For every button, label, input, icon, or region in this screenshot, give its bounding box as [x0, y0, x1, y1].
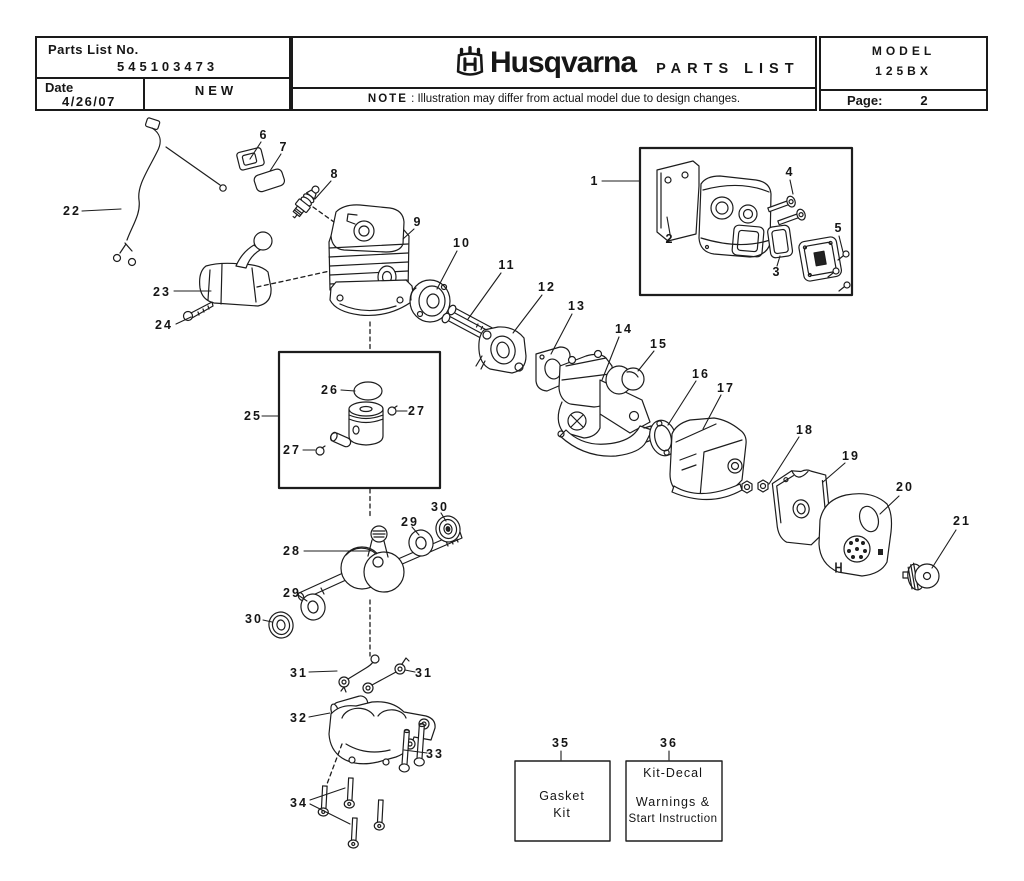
part-spark-plug [288, 183, 323, 222]
part-nuts [742, 480, 768, 493]
part-piston [349, 402, 383, 445]
part-air-filter-cover [819, 494, 892, 576]
callout-15: 15 [650, 337, 668, 351]
callout-30-b: 30 [245, 612, 263, 626]
callout-33: 33 [426, 747, 444, 761]
revision-value: NEW [194, 83, 238, 98]
callout-11: 11 [498, 258, 516, 272]
part-bearing-lower [267, 610, 296, 640]
date-label: Date [45, 80, 74, 95]
callout-30-a: 30 [431, 500, 449, 514]
callout-22: 22 [63, 204, 81, 218]
callout-29-a: 29 [401, 515, 419, 529]
part-airbox [670, 418, 746, 500]
brand-name: Husqvarna [490, 45, 637, 79]
callout-21: 21 [953, 514, 971, 528]
part-intake-manifold [476, 327, 526, 373]
callout-20: 20 [896, 480, 914, 494]
callout-32: 32 [290, 711, 308, 725]
callout-36: 36 [660, 736, 678, 750]
callout-4: 4 [785, 165, 795, 179]
gasket-kit-line1: Gasket [539, 789, 585, 803]
part-muffler-plate [798, 236, 850, 291]
callout-12: 12 [538, 280, 556, 294]
part-throttle-rod-right [363, 658, 409, 693]
callout-13: 13 [568, 299, 586, 313]
part-carburetor [558, 351, 655, 457]
part-muffler [699, 176, 771, 257]
callout-28: 28 [283, 544, 301, 558]
part-ignition-coil [200, 232, 272, 306]
decal-kit-line2: Start Instruction [628, 813, 718, 825]
callout-17: 17 [717, 381, 735, 395]
note-text: : Illustration may differ from actual model due to design changes. [411, 93, 741, 105]
part-switch-pad [253, 168, 286, 193]
callout-1: 1 [590, 174, 600, 188]
callout-23: 23 [153, 285, 171, 299]
model-value: 125BX [875, 64, 932, 78]
callout-31-b: 31 [415, 666, 433, 680]
callout-35: 35 [552, 736, 570, 750]
callout-29-b: 29 [283, 586, 301, 600]
callout-27-a: 27 [408, 404, 426, 418]
callout-3: 3 [772, 265, 782, 279]
callout-16: 16 [692, 367, 710, 381]
decal-kit-line1: Warnings & [635, 795, 711, 809]
part-muffler-shield [657, 161, 699, 241]
page-label: Page: [847, 93, 883, 108]
callout-19: 19 [842, 449, 860, 463]
callout-5: 5 [834, 221, 844, 235]
parts-list-no-label: Parts List No. [48, 42, 139, 57]
callout-31-a: 31 [290, 666, 308, 680]
callout-26: 26 [321, 383, 339, 397]
decal-kit-title: Kit-Decal [643, 766, 703, 780]
callout-2: 2 [665, 232, 675, 246]
callout-labels [63, 128, 971, 810]
callout-10: 10 [453, 236, 471, 250]
gasket-kit-line2: Kit [553, 806, 571, 820]
callout-27-b: 27 [283, 443, 301, 457]
callout-8: 8 [330, 167, 340, 181]
callout-14: 14 [615, 322, 633, 336]
parts-list-no-value: 545103473 [117, 59, 219, 74]
callout-6: 6 [259, 128, 269, 142]
callout-9: 9 [413, 215, 423, 229]
part-coil-screw [184, 302, 214, 321]
callout-34: 34 [290, 796, 308, 810]
callout-24: 24 [155, 318, 173, 332]
part-muffler-gasket [767, 225, 793, 259]
callout-25: 25 [244, 409, 262, 423]
part-piston-ring [354, 382, 382, 400]
part-cylinder [329, 205, 414, 316]
model-label: MODEL [871, 44, 936, 58]
note-label: NOTE [367, 93, 408, 105]
date-value: 4/26/07 [62, 94, 116, 109]
page-number: 2 [920, 93, 928, 108]
doc-title: PARTS LIST [656, 60, 800, 77]
callout-7: 7 [279, 140, 289, 154]
part-ignition-wire [114, 117, 227, 265]
part-crankshaft [297, 526, 462, 601]
callout-18: 18 [796, 423, 814, 437]
kit-box-texts [539, 766, 717, 825]
part-muffler-bolts [767, 195, 807, 228]
